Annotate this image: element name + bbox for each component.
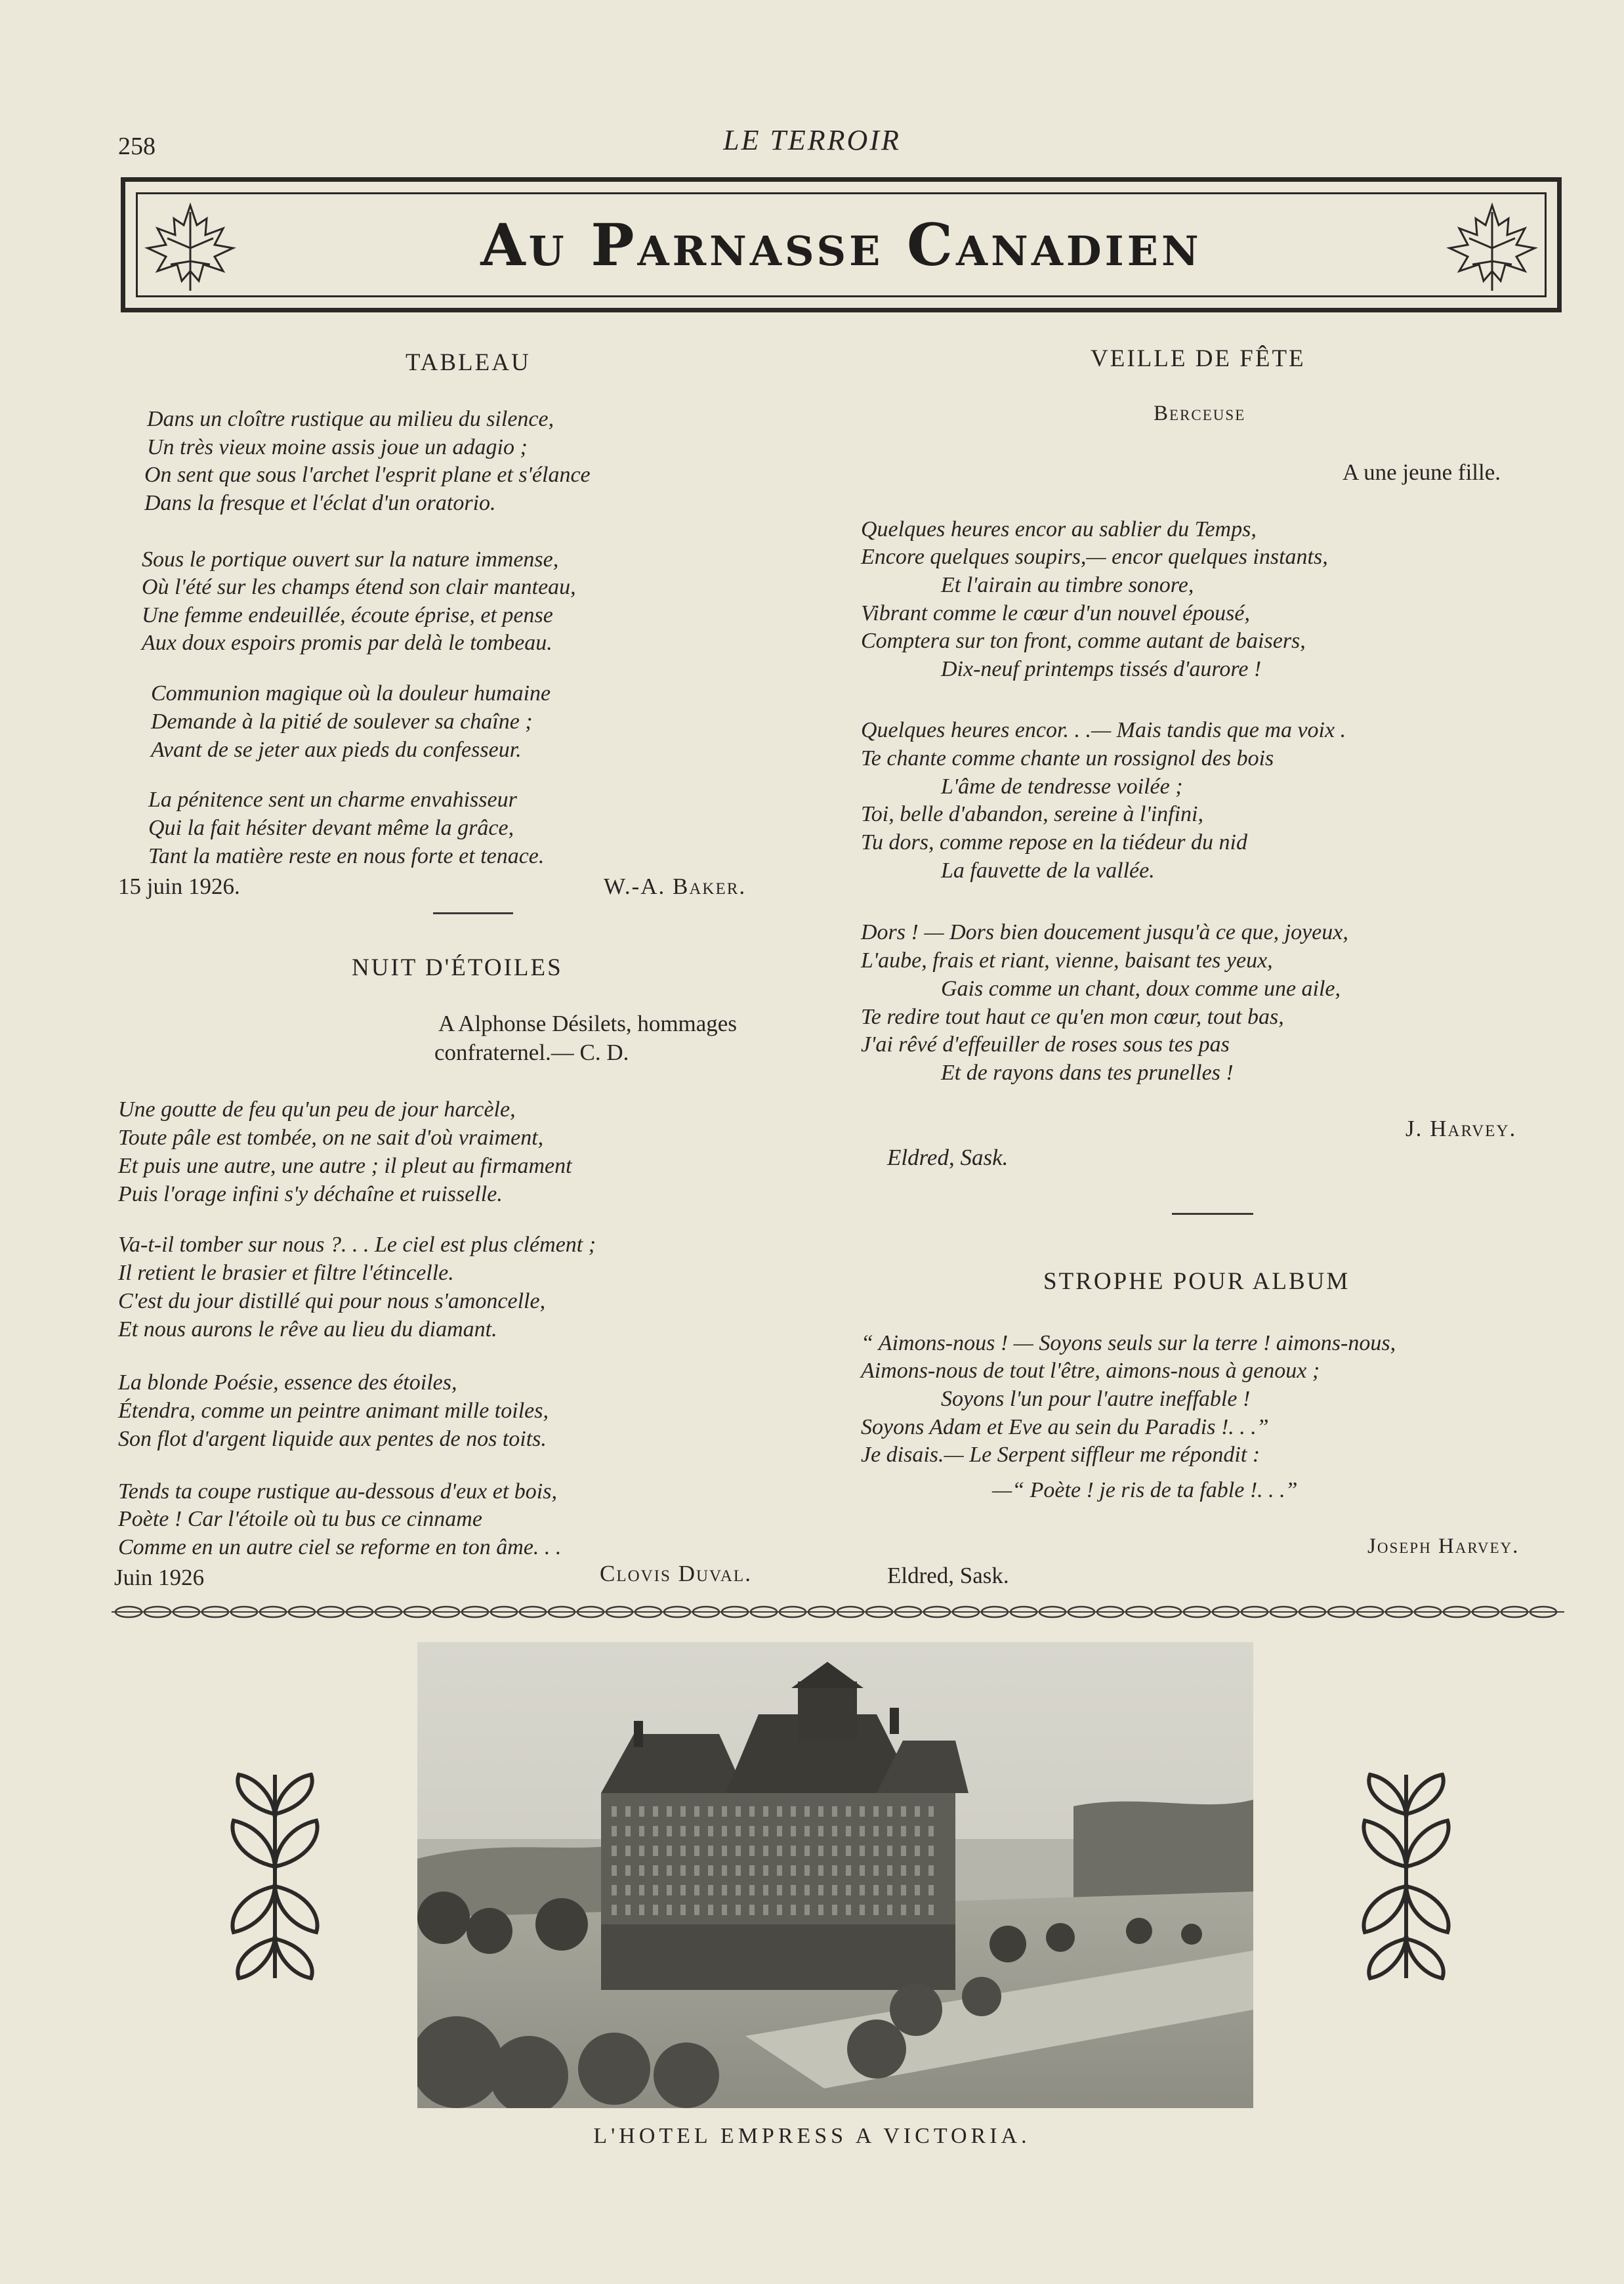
building-window	[694, 1905, 699, 1915]
building-window	[680, 1885, 686, 1895]
building-window	[749, 1865, 755, 1876]
poem-place: Eldred, Sask.	[887, 1145, 1009, 1170]
poem-line: Une femme endeuillée, écoute éprise, et pense	[142, 603, 553, 627]
poem-line: Qui la fait hésiter devant même la grâce,	[148, 816, 514, 840]
building-window	[722, 1865, 727, 1876]
building-window	[680, 1865, 686, 1876]
poem-line: Te chante comme chante un rossignol des bois	[861, 746, 1274, 771]
poem-line: Il retient le brasier et filtre l'étincelle.	[118, 1261, 454, 1285]
poem-line: Demande à la pitié de soulever sa chaîne ;	[151, 709, 533, 734]
building-window	[887, 1846, 892, 1856]
building-window	[680, 1806, 686, 1817]
building-window	[694, 1826, 699, 1836]
poem-line: Où l'été sur les champs étend son clair manteau,	[142, 575, 576, 599]
poem-line: Dors ! — Dors bien doucement jusqu'à ce que, joyeux,	[861, 920, 1348, 944]
building-window	[860, 1846, 865, 1856]
page-number: 258	[118, 133, 156, 160]
poem-dedication: confraternel.— C. D.	[434, 1040, 629, 1065]
poem-author: J. Harvey.	[1405, 1116, 1517, 1141]
poem-line: Un très vieux moine assis joue un adagio ;	[147, 435, 528, 459]
building-window	[846, 1865, 851, 1876]
building-window	[667, 1905, 672, 1915]
building-window	[777, 1806, 782, 1817]
building-window	[694, 1885, 699, 1895]
running-title: LE TERROIR	[723, 124, 901, 156]
leaf-ornament-icon	[220, 1768, 329, 1985]
building-window	[887, 1826, 892, 1836]
building-window	[777, 1885, 782, 1895]
banner-title: Au Parnasse Canadien	[480, 211, 1202, 279]
poem-line: Sous le portique ouvert sur la nature immense,	[142, 547, 559, 572]
poem-line: Vibrant comme le cœur d'un nouvel épousé,	[861, 601, 1251, 625]
building-window	[653, 1846, 658, 1856]
building-window	[804, 1826, 810, 1836]
building-window	[694, 1865, 699, 1876]
building-window	[749, 1885, 755, 1895]
building-window	[791, 1865, 796, 1876]
title-banner	[121, 177, 1562, 312]
building-window	[612, 1905, 617, 1915]
building-window	[653, 1885, 658, 1895]
building-window	[749, 1905, 755, 1915]
building-window	[680, 1846, 686, 1856]
poem-subtitle: Berceuse	[1154, 402, 1246, 425]
building-window	[818, 1846, 823, 1856]
building-window	[928, 1806, 934, 1817]
building-window	[680, 1905, 686, 1915]
building-window	[708, 1865, 713, 1876]
building-window	[736, 1905, 741, 1915]
building-window	[763, 1885, 768, 1895]
poem-line: L'âme de tendresse voilée ;	[941, 774, 1183, 799]
building-window	[832, 1826, 837, 1836]
poem-line: Te redire tout haut ce qu'en mon cœur, tout bas,	[861, 1005, 1284, 1029]
building-window	[860, 1865, 865, 1876]
building-window	[804, 1806, 810, 1817]
building-window	[667, 1806, 672, 1817]
building-window	[736, 1885, 741, 1895]
photo-caption: L'HOTEL EMPRESS A VICTORIA.	[593, 2124, 1031, 2148]
building-window	[763, 1826, 768, 1836]
hotel-photo-image	[417, 1642, 1253, 2108]
building-window	[777, 1826, 782, 1836]
poem-line: Tends ta coupe rustique au-dessous d'eux et bois,	[118, 1479, 557, 1504]
building-window	[818, 1806, 823, 1817]
building-window	[680, 1826, 686, 1836]
building-window	[791, 1905, 796, 1915]
building-window	[612, 1865, 617, 1876]
building-window	[639, 1865, 644, 1876]
building-window	[625, 1846, 631, 1856]
poem-line: Dix-neuf printemps tissés d'aurore !	[941, 657, 1262, 681]
poem-line: Soyons l'un pour l'autre ineffable !	[941, 1387, 1251, 1411]
poem-line: Comptera sur ton front, comme autant de baisers,	[861, 629, 1306, 653]
building-window	[749, 1826, 755, 1836]
building-window	[653, 1905, 658, 1915]
building-window	[887, 1806, 892, 1817]
building-window	[667, 1865, 672, 1876]
building-window	[873, 1846, 879, 1856]
poem-line: Tant la matière reste en nous forte et tenace.	[148, 844, 545, 868]
building-window	[625, 1806, 631, 1817]
building-window	[860, 1905, 865, 1915]
poem-line: Communion magique où la douleur humaine	[151, 681, 551, 706]
section-divider	[433, 912, 513, 914]
building-window	[887, 1865, 892, 1876]
building-window	[846, 1905, 851, 1915]
building-window	[625, 1865, 631, 1876]
building-window	[612, 1885, 617, 1895]
poem-author: W.-A. Baker.	[604, 874, 747, 899]
building-window	[804, 1905, 810, 1915]
poem-date: 15 juin 1926.	[118, 874, 240, 899]
poem-line: Va-t-il tomber sur nous ?. . . Le ciel est plus clément ;	[118, 1233, 596, 1257]
building-window	[901, 1846, 906, 1856]
poem-line: Aux doux espoirs promis par delà le tombeau.	[142, 631, 552, 655]
building-window	[915, 1885, 920, 1895]
building-window	[639, 1826, 644, 1836]
building-window	[818, 1905, 823, 1915]
building-window	[873, 1806, 879, 1817]
building-window	[763, 1806, 768, 1817]
poem-line: On sent que sous l'archet l'esprit plane et s'élance	[144, 463, 591, 487]
building-window	[736, 1806, 741, 1817]
building-window	[832, 1865, 837, 1876]
building-window	[736, 1826, 741, 1836]
building-window	[708, 1885, 713, 1895]
building-window	[832, 1806, 837, 1817]
building-window	[722, 1846, 727, 1856]
poem-line: Quelques heures encor au sablier du Temps,	[861, 517, 1257, 541]
poem-title-tableau: TABLEAU	[406, 349, 531, 376]
poem-line: “ Aimons-nous ! — Soyons seuls sur la terre ! aimons-nous,	[861, 1331, 1396, 1355]
building-window	[722, 1826, 727, 1836]
poem-line: Son flot d'argent liquide aux pentes de nos toits.	[118, 1427, 547, 1451]
building-window	[846, 1846, 851, 1856]
building-window	[639, 1905, 644, 1915]
poem-dedication: A une jeune fille.	[1343, 459, 1501, 485]
building-window	[887, 1885, 892, 1895]
building-window	[653, 1865, 658, 1876]
building-window	[667, 1885, 672, 1895]
building-window	[901, 1826, 906, 1836]
poem-line: La fauvette de la vallée.	[941, 858, 1155, 883]
poem-line: L'aube, frais et riant, vienne, baisant tes yeux,	[861, 948, 1273, 973]
building-window	[873, 1905, 879, 1915]
poem-line: Toi, belle d'abandon, sereine à l'infini,	[861, 802, 1204, 826]
poem-title-veille: VEILLE DE FÊTE	[1091, 345, 1306, 372]
poem-line: Encore quelques soupirs,— encor quelques instants,	[861, 545, 1328, 569]
building-window	[708, 1826, 713, 1836]
poem-date: Juin 1926	[114, 1565, 205, 1590]
building-window	[901, 1885, 906, 1895]
building-window	[763, 1846, 768, 1856]
building-window	[846, 1885, 851, 1895]
building-window	[722, 1885, 727, 1895]
building-window	[804, 1885, 810, 1895]
building-window	[818, 1885, 823, 1895]
running-head	[0, 0, 1624, 171]
building-window	[777, 1905, 782, 1915]
poem-line: Je disais.— Le Serpent siffleur me répondit :	[861, 1443, 1260, 1467]
poem-line: La blonde Poésie, essence des étoiles,	[118, 1370, 457, 1395]
building-window	[736, 1865, 741, 1876]
poem-line: Soyons Adam et Eve au sein du Paradis !. . .”	[861, 1415, 1269, 1439]
building-window	[653, 1826, 658, 1836]
building-window	[612, 1846, 617, 1856]
building-window	[928, 1846, 934, 1856]
building-window	[804, 1865, 810, 1876]
building-window	[625, 1826, 631, 1836]
building-window	[887, 1905, 892, 1915]
building-window	[722, 1905, 727, 1915]
building-window	[860, 1806, 865, 1817]
building-window	[791, 1885, 796, 1895]
building-window	[901, 1865, 906, 1876]
building-window	[777, 1865, 782, 1876]
building-window	[818, 1826, 823, 1836]
building-window	[639, 1885, 644, 1895]
building-window	[791, 1826, 796, 1836]
building-window	[832, 1885, 837, 1895]
building-window	[915, 1826, 920, 1836]
building-window	[873, 1826, 879, 1836]
building-window	[694, 1806, 699, 1817]
building-window	[915, 1905, 920, 1915]
building-window	[708, 1905, 713, 1915]
building-window	[860, 1885, 865, 1895]
poem-author: Joseph Harvey.	[1367, 1534, 1520, 1558]
building-window	[846, 1806, 851, 1817]
poem-line: Toute pâle est tombée, on ne sait d'où vraiment,	[118, 1126, 544, 1150]
building-window	[846, 1826, 851, 1836]
poem-title-nuit: NUIT D'ÉTOILES	[352, 954, 563, 981]
building-window	[791, 1806, 796, 1817]
building-window	[860, 1826, 865, 1836]
building-window	[653, 1806, 658, 1817]
building-window	[749, 1846, 755, 1856]
poem-line: Et puis une autre, une autre ; il pleut au firmament	[118, 1154, 572, 1178]
building-window	[873, 1885, 879, 1895]
hotel-photograph	[417, 1642, 1253, 2108]
poem-title-strophe: STROPHE POUR ALBUM	[1043, 1268, 1350, 1295]
building-window	[639, 1846, 644, 1856]
section-divider	[1172, 1213, 1253, 1215]
poem-line: Aimons-nous de tout l'être, aimons-nous à genoux ;	[861, 1359, 1320, 1383]
poem-line: J'ai rêvé d'effeuiller de roses sous tes pas	[861, 1032, 1230, 1057]
building-window	[763, 1905, 768, 1915]
building-window	[722, 1806, 727, 1817]
building-window	[708, 1846, 713, 1856]
building-window	[928, 1826, 934, 1836]
building-window	[915, 1846, 920, 1856]
poem-line: Puis l'orage infini s'y déchaîne et ruisselle.	[118, 1182, 503, 1206]
building-window	[667, 1826, 672, 1836]
poem-line: Dans un cloître rustique au milieu du silence,	[147, 407, 554, 431]
poem-line: C'est du jour distillé qui pour nous s'amoncelle,	[118, 1289, 546, 1313]
poem-line: Une goutte de feu qu'un peu de jour harcèle,	[118, 1097, 516, 1122]
leaf-ornament-icon	[1352, 1768, 1461, 1985]
poem-place: Eldred, Sask.	[887, 1563, 1009, 1588]
poem-author: Clovis Duval.	[600, 1561, 752, 1586]
building-window	[736, 1846, 741, 1856]
poem-line: Poète ! Car l'étoile où tu bus ce cinname	[118, 1507, 482, 1531]
building-window	[832, 1905, 837, 1915]
poem-line: —“ Poète ! je ris de ta fable !. . .”	[992, 1478, 1298, 1502]
building-window	[639, 1806, 644, 1817]
poem-line: Étendra, comme un peintre animant mille toiles,	[118, 1399, 549, 1423]
poem-line: Dans la fresque et l'éclat d'un oratorio.	[144, 491, 496, 515]
poem-line: La pénitence sent un charme envahisseur	[148, 788, 517, 812]
building-window	[928, 1905, 934, 1915]
building-window	[832, 1846, 837, 1856]
building-window	[928, 1885, 934, 1895]
building-window	[777, 1846, 782, 1856]
building-window	[791, 1846, 796, 1856]
poem-line: Et l'airain au timbre sonore,	[941, 573, 1194, 597]
poem-line: Comme en un autre ciel se reforme en ton âme. . .	[118, 1535, 562, 1559]
poem-line: Tu dors, comme repose en la tiédeur du nid	[861, 830, 1247, 855]
poem-line: Et nous aurons le rêve au lieu du diamant.	[118, 1317, 497, 1342]
chain-ornament-rule	[112, 1601, 1564, 1622]
building-window	[818, 1865, 823, 1876]
building-window	[901, 1806, 906, 1817]
poem-dedication: A Alphonse Désilets, hommages	[438, 1011, 737, 1036]
building-window	[625, 1885, 631, 1895]
building-window	[901, 1905, 906, 1915]
building-window	[612, 1826, 617, 1836]
poem-line: Gais comme un chant, doux comme une aile,	[941, 977, 1341, 1001]
building-window	[763, 1865, 768, 1876]
building-window	[915, 1865, 920, 1876]
building-window	[625, 1905, 631, 1915]
building-window	[915, 1806, 920, 1817]
poem-line: Et de rayons dans tes prunelles !	[941, 1061, 1234, 1085]
building-window	[612, 1806, 617, 1817]
building-window	[873, 1865, 879, 1876]
building-window	[667, 1846, 672, 1856]
building-window	[804, 1846, 810, 1856]
building-window	[708, 1806, 713, 1817]
poem-line: Avant de se jeter aux pieds du confesseur.	[151, 738, 522, 762]
poem-line: Quelques heures encor. . .— Mais tandis que ma voix .	[861, 718, 1346, 742]
building-window	[749, 1806, 755, 1817]
building-window	[694, 1846, 699, 1856]
building-window	[928, 1865, 934, 1876]
